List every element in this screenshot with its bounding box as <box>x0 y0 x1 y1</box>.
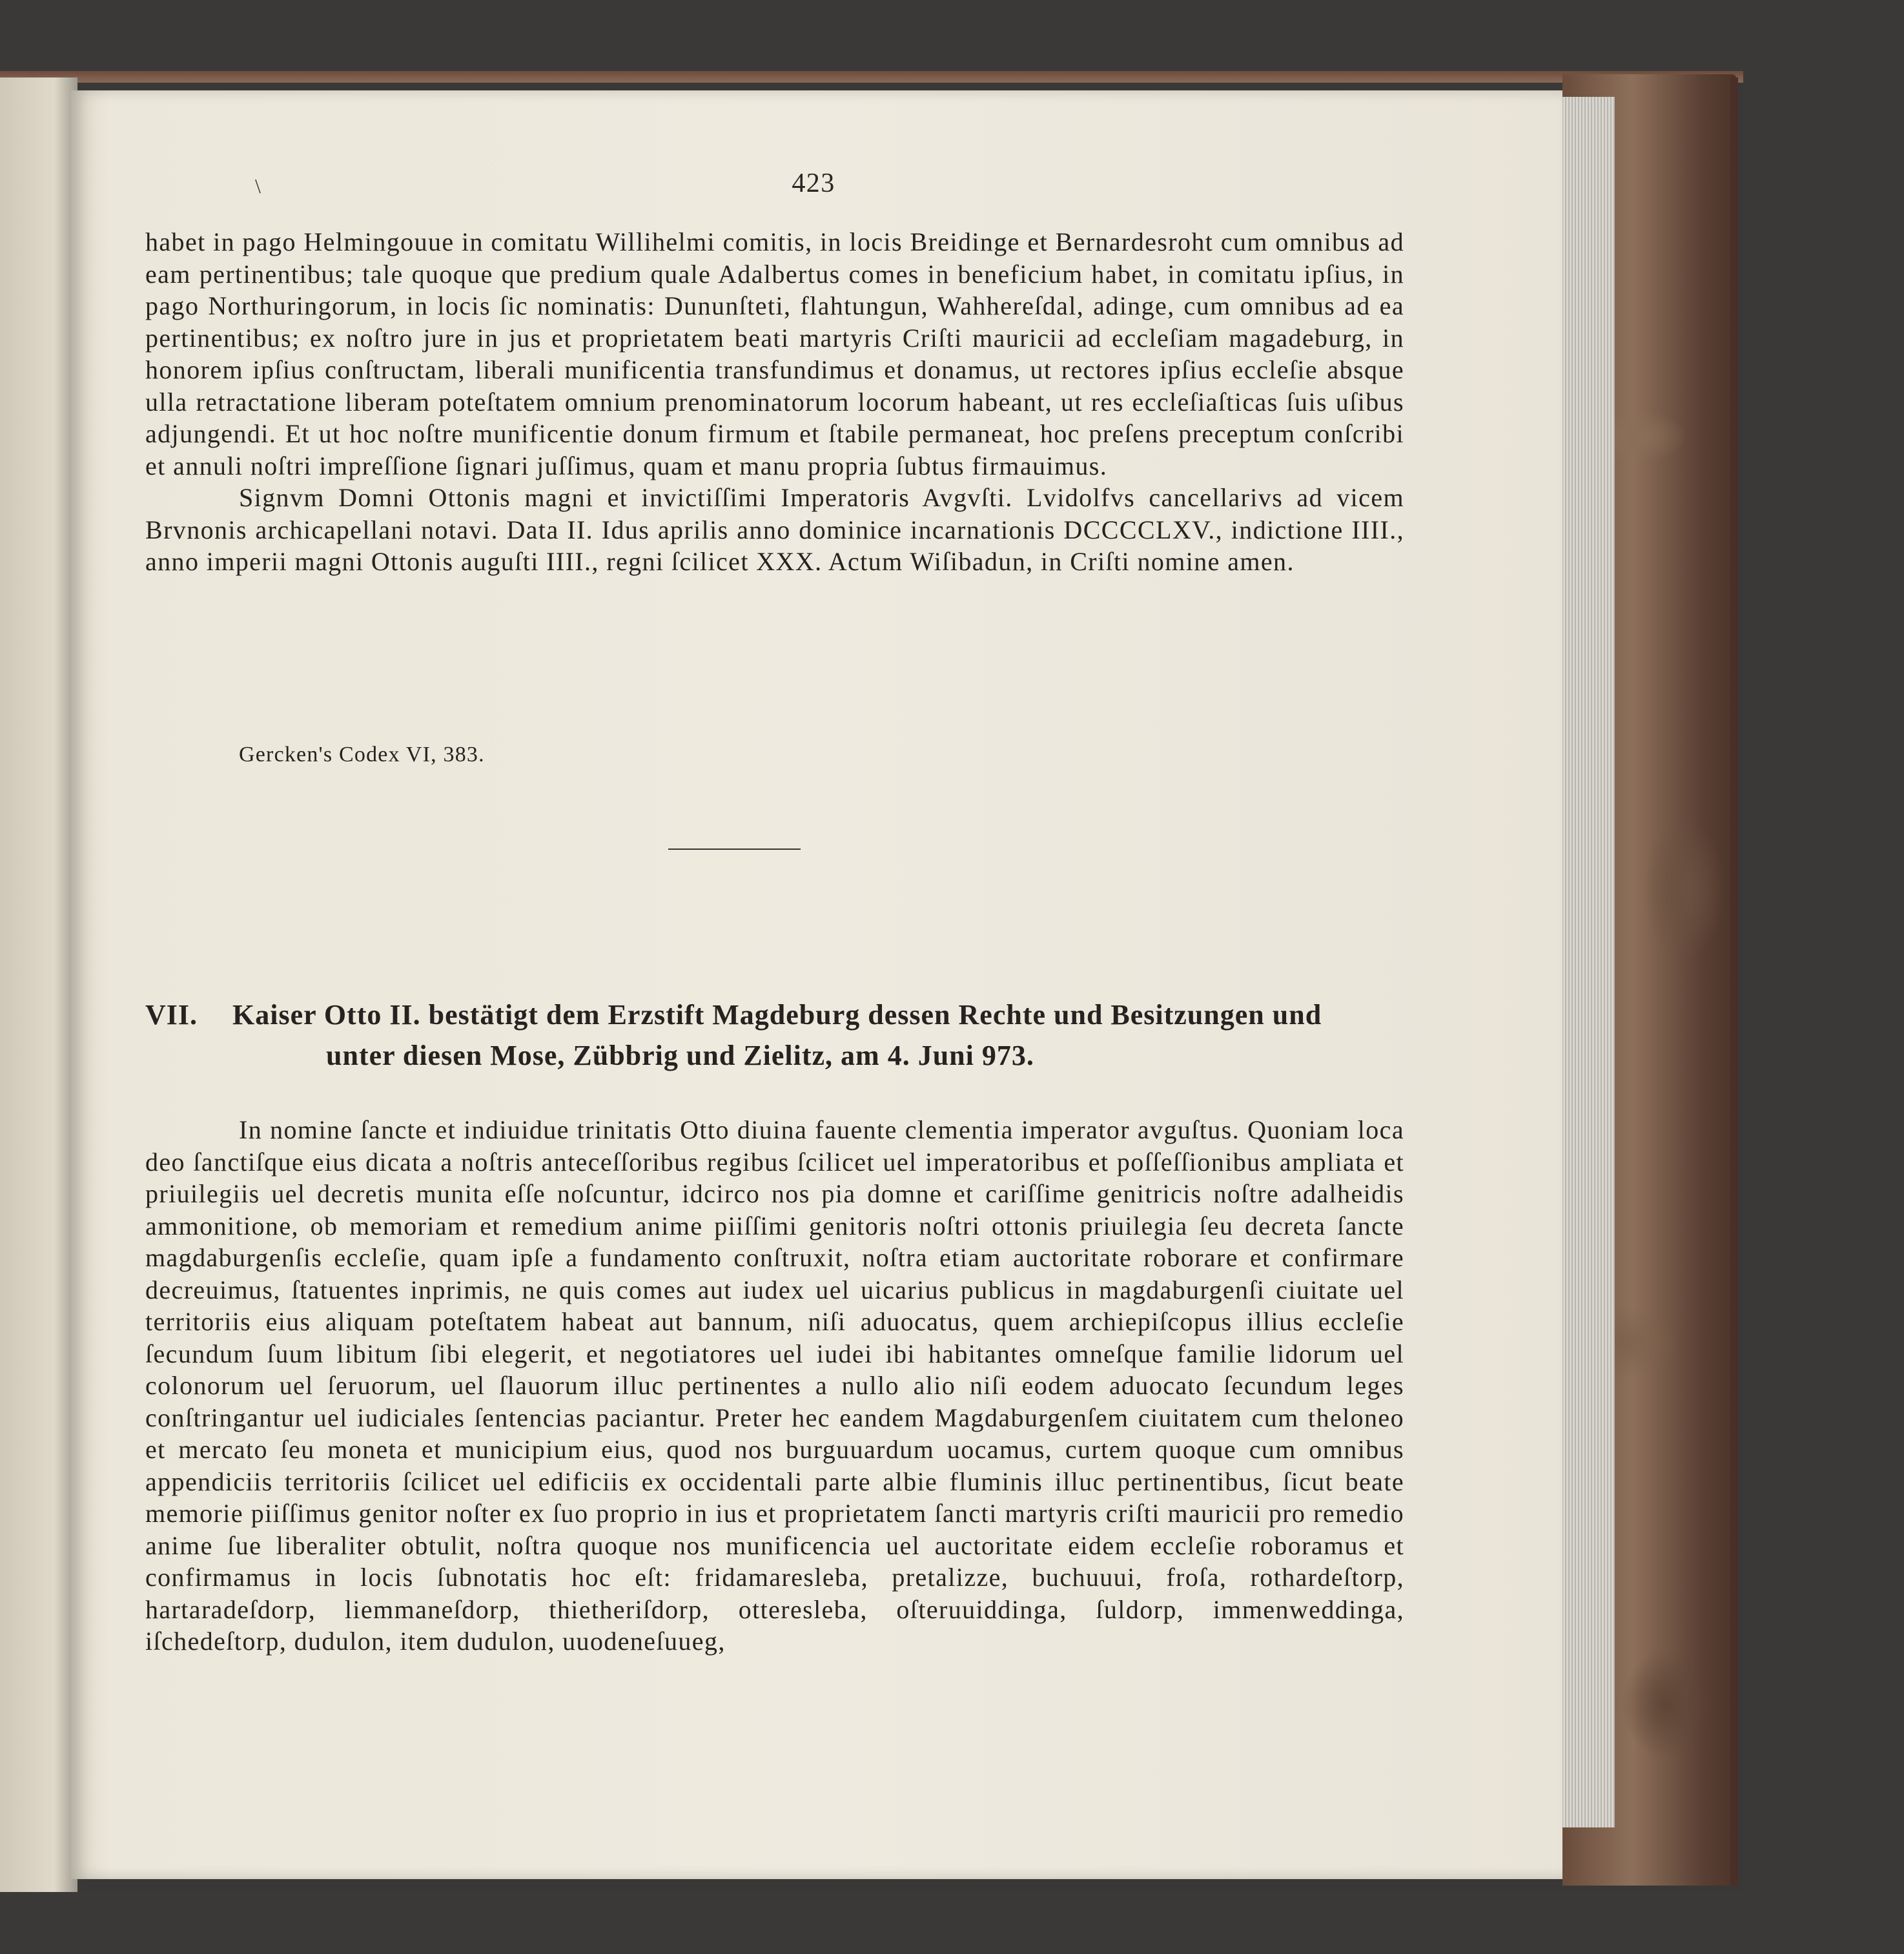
document-title-line1: Kaiser Otto II. bestätigt dem Erzstift Magdeburg dessen Rechte und Besitzungen und <box>232 999 1322 1031</box>
background-right <box>1743 0 1904 1954</box>
section-divider <box>668 848 801 850</box>
document-body-paragraph: In nomine ſancte et indiuidue trinitatis Otto diuina fauente clementia imperator avguſtus. Quoniam loca deo ſanctiſque eius dicata a noſtris anteceſſoribus regibus ſcilicet uel imperatoribus et poſſeſſionibus ampliata et priuilegiis uel decretis munita eſſe noſcuntur, idcirco nos pia domne et cariſſime genitricis noſtre adalheidis ammonitione, ob memoriam et remedium anime piiſſimi genitoris noſtri ottonis priuilegia ſeu decreta ſancte magdaburgenſis eccleſie, quam ipſe a fundamento conſtruxit, noſtra etiam auctoritate roborare et confirmare decreuimus, ſtatuentes inprimis, ne quis comes aut iudex uel uicarius publicus in magdaburgenſi ciuitate uel territoriis eius aliquam poteſtatem habeat aut bannum, niſi aduocatus, quem archiepiſcopus illius eccleſie ſecundum ſuum libitum ſibi elegerit, et negotiatores uel iudei ibi habitantes omneſque familie lidorum uel colonorum uel ſeruorum, uel ſlauorum illuc pertinentes a nullo alio niſi eodem aduocato ſecundum leges conſtringantur uel iudiciales ſentencias paciantur. Preter hec eandem Magdaburgenſem ciuitatem cum theloneo et mercato ſeu moneta et municipium eius, quod nos burguuardum uocamus, curtem quoque cum omnibus appendiciis territoriis ſcilicet uel edificiis ex occidentali parte albie fluminis illuc pertinentibus, ſicut beate memorie piiſſimus genitor noſter ex ſuo proprio in ius et proprietatem ſancti martyris criſti mauricii pro remedio anime ſue liberaliter obtulit, noſtra quoque nos munificencia uel auctoritate eidem eccleſie roboramus et confirmamus in locis ſubnotatis hoc eſt: fridamaresleba, pretalizze, buchuuui, froſa, rothardeſtorp, hartaradeſdorp, liemmaneſdorp, thietheriſdorp, otteresleba, oſteruuiddinga, ſuldorp, immenweddinga, iſchedeſtorp, dudulon, item dudulon, uuodeneſuueg, <box>145 1115 1404 1656</box>
document-title-line2: unter diesen Mose, Zübbrig und Zielitz, am 4. Juni 973. <box>326 1040 1034 1071</box>
book-page <box>71 90 1562 1879</box>
stray-mark: \ <box>255 174 262 198</box>
cover-spine-edge <box>1730 77 1738 1886</box>
document-body <box>145 1114 1404 1658</box>
continuation-paragraph: habet in pago Helmingouue in comitatu Willihelmi comitis, in locis Breidinge et Bernardesroht cum omnibus ad eam pertinentibus; tale quoque que predium quale Adalbertus comes in beneficium habet, in comitatu ipſius, in pago Northuringorum, in locis ſic nominatis: Dununſteti, flahtungun, Wahhereſdal, adinge, cum omnibus ad ea pertinentibus; ex noſtro jure in jus et proprietatem beati martyris Criſti mauricii ad eccleſiam magadeburg, in honorem ipſius conſtructam, liberali munificentia transfundimus et donamus, ut rectores ipſius eccleſie absque ulla retractatione liberam poteſtatem omnium prenominatorum locorum habeant, ut res eccleſiaſticas ſuis uſibus adjungendi. Et ut hoc noſtre munificentie donum firmum et ſtabile permaneat, hoc preſens preceptum conſcribi et annuli noſtri impreſſione ſignari juſſimus, quam et manu propria ſubtus firmauimus. <box>145 227 1404 480</box>
left-page-sliver <box>0 77 77 1892</box>
document-heading <box>145 994 1404 1076</box>
background-bottom <box>0 1892 1904 1954</box>
background-top <box>0 0 1904 81</box>
signature-paragraph: Signvm Domni Ottonis magni et invictiſſimi Imperatoris Avgvſti. Lvidolfvs cancellarivs ad vicem Brvnonis archicapellani notavi. Data II. Idus aprilis anno dominice incarnationis DCCCCLXV., indictione IIII., anno imperii magni Ottonis auguſti IIII., regni ſcilicet XXX. Actum Wiſibadun, in Criſti nomine amen. <box>145 483 1404 576</box>
source-citation: Gercken's Codex VI, 383. <box>239 743 485 766</box>
cover-top-edge <box>0 71 1743 83</box>
continuation-text <box>145 226 1404 578</box>
page-number: 423 <box>792 169 835 198</box>
document-number: VII. <box>145 999 198 1031</box>
